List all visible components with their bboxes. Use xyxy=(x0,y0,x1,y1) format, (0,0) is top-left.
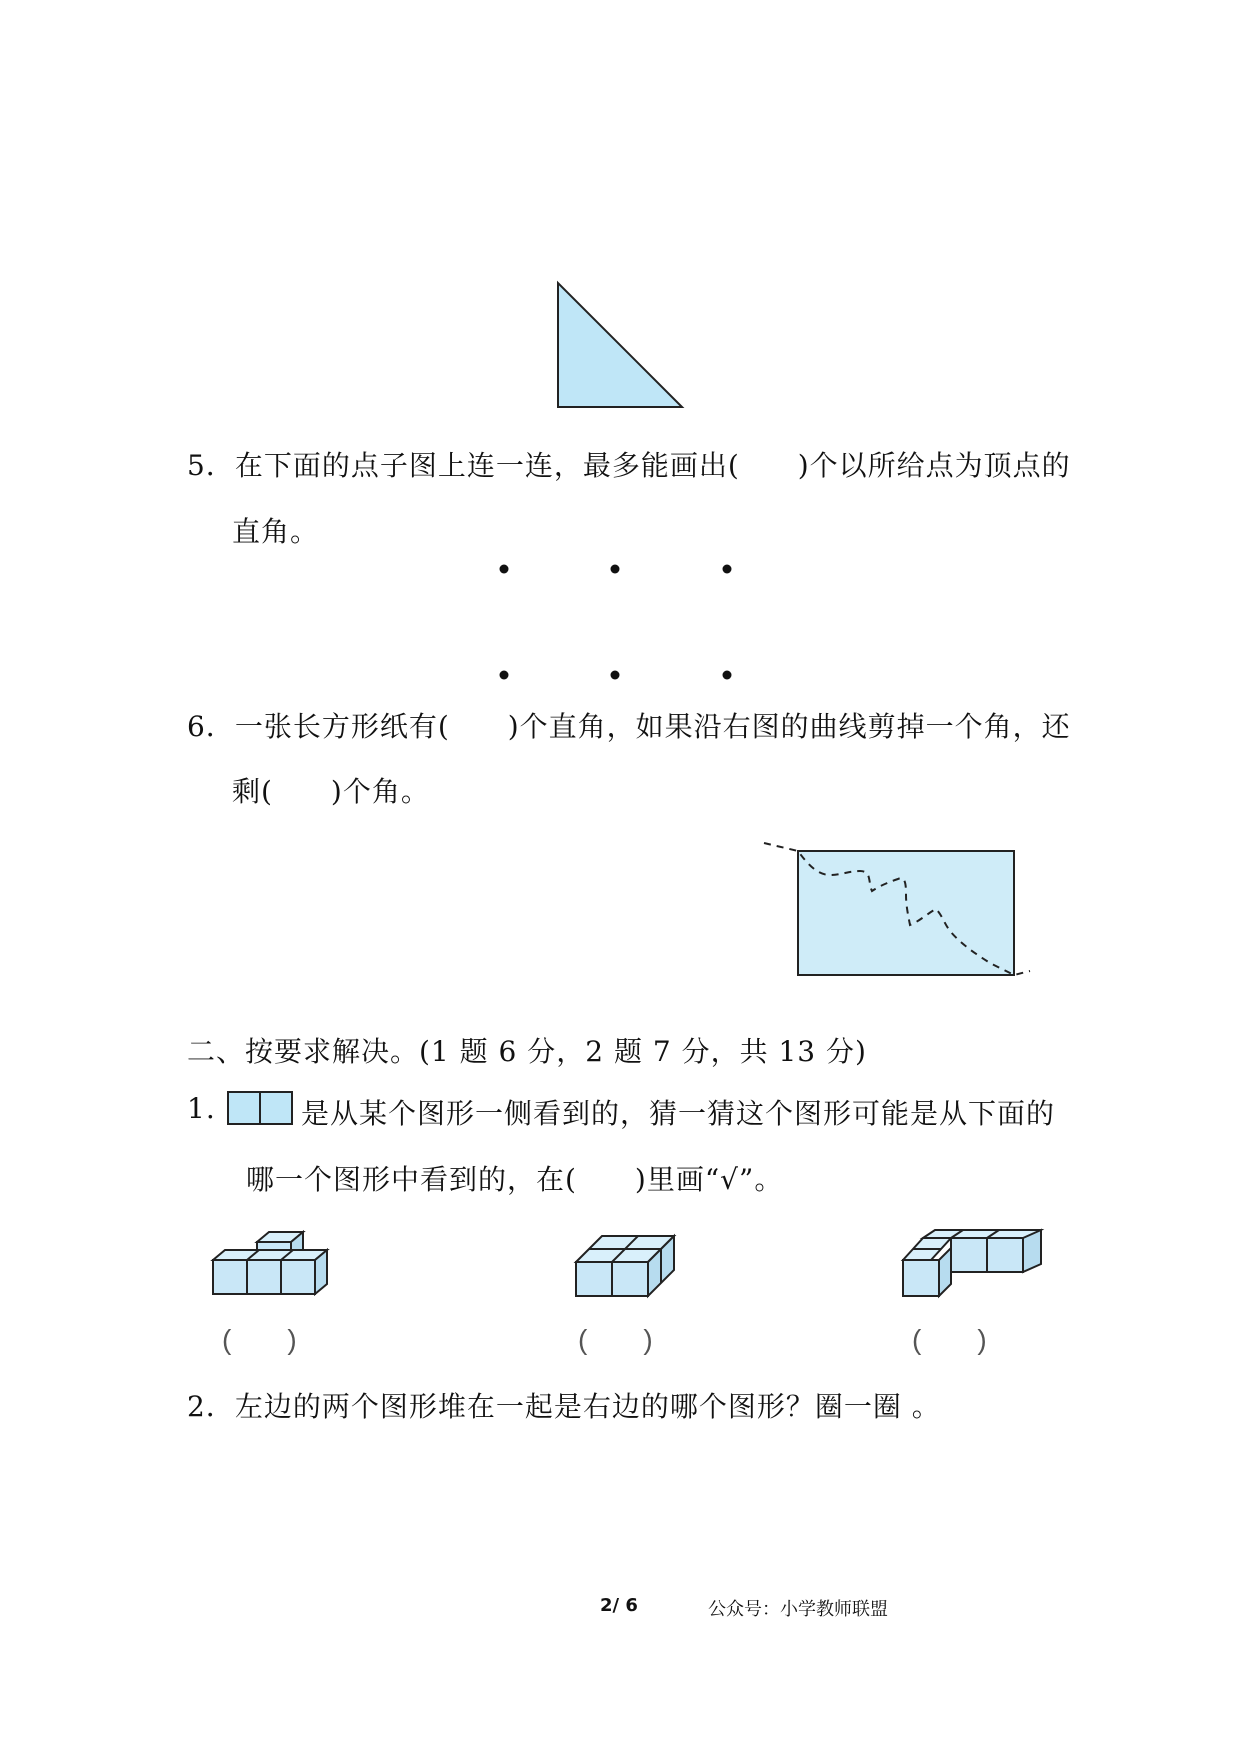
side-view-icon xyxy=(226,1090,298,1128)
dot-grid-figure xyxy=(490,555,750,685)
q6-line2: 剩( )个角。 xyxy=(232,775,430,808)
s2q2-text: 2．左边的两个图形堆在一起是右边的哪个图形？圈一圈 。 xyxy=(187,1390,941,1423)
q5-line2: 直角。 xyxy=(232,515,320,548)
cube-figure-b xyxy=(568,1228,688,1318)
dot xyxy=(500,565,509,574)
cube-figure-a xyxy=(205,1228,335,1318)
answer-paren-b[interactable]: ( ) xyxy=(578,1324,653,1355)
q6-line1: 6．一张长方形纸有( )个直角，如果沿右图的曲线剪掉一个角，还 xyxy=(187,710,1071,743)
rectangle-cut-figure xyxy=(760,835,1040,985)
answer-paren-a[interactable]: ( ) xyxy=(222,1324,297,1355)
cube-figure-c xyxy=(895,1228,1055,1318)
section2-heading: 二、按要求解决。(1 题 6 分，2 题 7 分，共 13 分) xyxy=(187,1035,867,1068)
footer-source: 公众号：小学教师联盟 xyxy=(708,1599,888,1620)
s2q1-line2: 哪一个图形中看到的，在( )里画“√”。 xyxy=(246,1163,784,1196)
right-triangle-figure xyxy=(555,280,685,410)
dot xyxy=(723,565,732,574)
page-number: 2/ 6 xyxy=(600,1595,638,1616)
answer-paren-c[interactable]: ( ) xyxy=(912,1324,987,1355)
dot xyxy=(723,671,732,680)
s2q1-line1: 是从某个图形一侧看到的，猜一猜这个图形可能是从下面的 xyxy=(301,1097,1056,1130)
dot xyxy=(611,565,620,574)
s2q1-number: 1. xyxy=(187,1092,216,1125)
q5-line1: 5．在下面的点子图上连一连，最多能画出( )个以所给点为顶点的 xyxy=(187,449,1071,482)
dot xyxy=(611,671,620,680)
dot xyxy=(500,671,509,680)
